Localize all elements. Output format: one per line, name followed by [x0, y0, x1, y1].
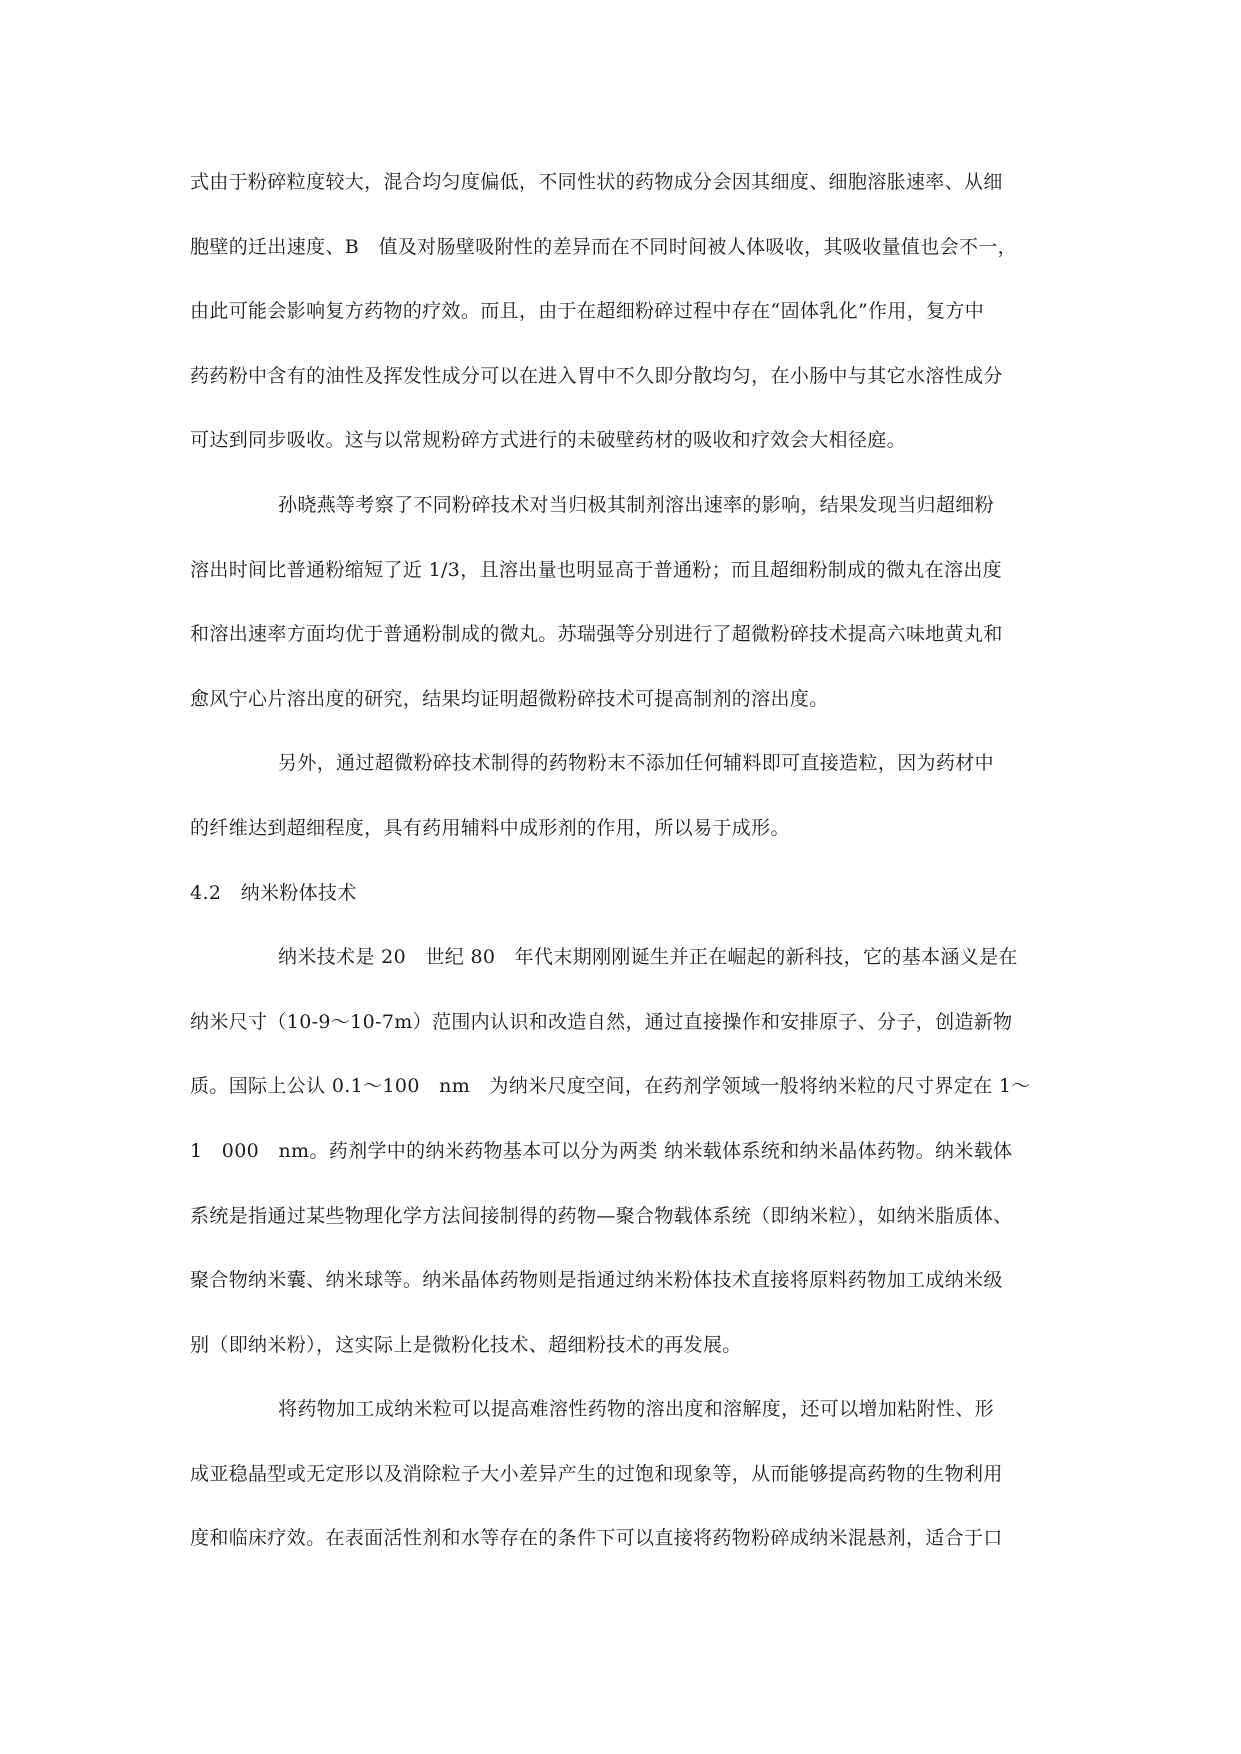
text-line: 胞壁的迁出速度、B 值及对肠壁吸附性的差异而在不同时间被人体吸收，其吸收量值也会不一，	[190, 235, 1018, 258]
text-line: 1 000 nm。药剂学中的纳米药物基本可以分为两类 纳米载体系统和纳米晶体药物。纳米载体	[190, 1139, 1013, 1162]
text-line: 聚合物纳米囊、纳米球等。纳米晶体药物则是指通过纳米粉体技术直接将原料药物加工成纳米级	[190, 1269, 1003, 1292]
paragraph-first-line: 将药物加工成纳米粒可以提高难溶性药物的溶出度和溶解度，还可以增加粘附性、形	[278, 1398, 994, 1421]
text-line: 度和临床疗效。在表面活性剂和水等存在的条件下可以直接将药物粉碎成纳米混悬剂，适合于口	[190, 1527, 1003, 1550]
text-line: 成亚稳晶型或无定形以及消除粒子大小差异产生的过饱和现象等，从而能够提高药物的生物利用	[190, 1462, 1003, 1485]
text-line: 质。国际上公认 0.1～100 nm 为纳米尺度空间，在药剂学领域一般将纳米粒的尺寸界定在 1～	[190, 1075, 1031, 1098]
text-line: 和溶出速率方面均优于普通粉制成的微丸。苏瑞强等分别进行了超微粉碎技术提高六味地黄丸和	[190, 623, 1003, 646]
text-line: 式由于粉碎粒度较大，混合均匀度偏低，不同性状的药物成分会因其细度、细胞溶胀速率、从细	[190, 171, 1003, 193]
text-line: 纳米尺寸（10-9～10-7m）范围内认识和改造自然，通过直接操作和安排原子、分子，创造新物	[190, 1010, 1013, 1033]
text-line: 愈风宁心片溶出度的研究，结果均证明超微粉碎技术可提高制剂的溶出度。	[190, 687, 829, 710]
paragraph-first-line: 孙晓燕等考察了不同粉碎技术对当归极其制剂溶出速率的影响，结果发现当归超细粉	[278, 493, 994, 516]
text-line: 可达到同步吸收。这与以常规粉碎方式进行的未破壁药材的吸收和疗效会大相径庭。	[190, 429, 906, 452]
paragraph-first-line: 另外，通过超微粉碎技术制得的药物粉末不添加任何辅料即可直接造粒，因为药材中	[278, 752, 994, 775]
text-line: 的纤维达到超细程度，具有药用辅料中成形剂的作用，所以易于成形。	[190, 816, 790, 839]
section-heading: 4.2 纳米粉体技术	[190, 881, 357, 904]
paragraph-first-line: 纳米技术是 20 世纪 80 年代末期刚刚诞生并正在崛起的新科技，它的基本涵义是在	[278, 946, 1018, 969]
document-body	[190, 166, 1060, 1587]
text-line: 溶出时间比普通粉缩短了近 1/3，且溶出量也明显高于普通粉；而且超细粉制成的微丸在溶出度	[190, 558, 1003, 581]
text-line: 由此可能会影响复方药物的疗效。而且，由于在超细粉碎过程中存在“固体乳化”作用，复方中	[190, 300, 985, 323]
text-line: 药药粉中含有的油性及挥发性成分可以在进入胃中不久即分散均匀，在小肠中与其它水溶性成分	[190, 364, 1003, 387]
text-line: 别（即纳米粉），这实际上是微粉化技术、超细粉技术的再发展。	[190, 1333, 742, 1356]
text-line: 系统是指通过某些物理化学方法间接制得的药物—聚合物载体系统（即纳米粒），如纳米脂质体、	[190, 1204, 1013, 1227]
